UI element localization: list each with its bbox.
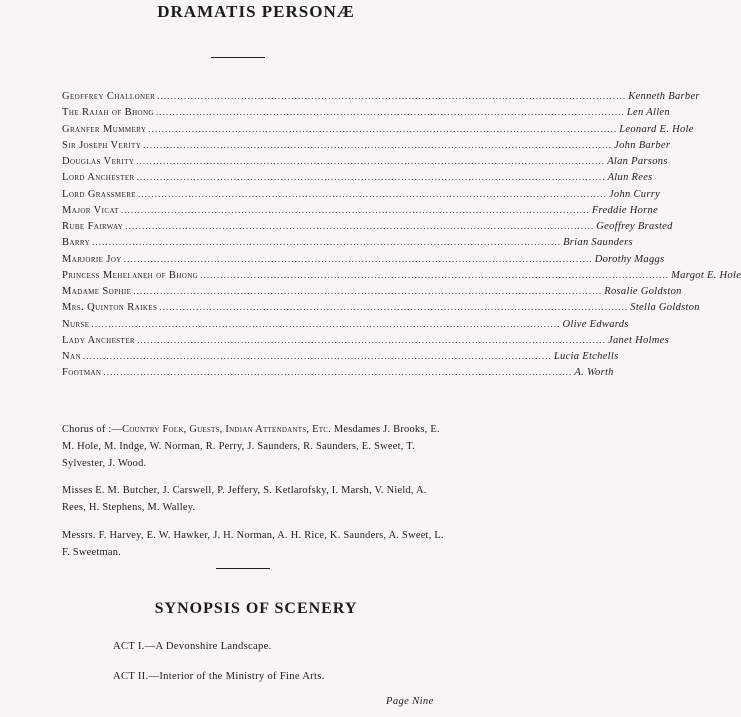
leader-dots: ............................................................................................................................................ [82,351,552,361]
cast-role: The Rajah of Bhong [62,107,154,119]
cast-row [62,139,671,156]
cast-role: Granfer Mummery [62,123,147,135]
cast-role: Mrs. Quinton Raikes [62,302,158,314]
cast-actor: Rosalie Goldston [604,286,682,297]
cast-row [62,123,694,140]
cast-row [62,253,665,270]
cast-row [62,91,700,107]
act-one: ACT I.—A Devonshire Landscape. [113,641,272,652]
cast-actor: Dorothy Maggs [594,253,665,265]
leader-dots: ............................................................................................................................................ [125,221,595,231]
cast-row [62,204,659,221]
cast-row [62,318,629,335]
cast-row [62,188,661,205]
cast-role: Geoffrey Challoner [62,91,156,102]
leader-dots: ............................................................................................................................................ [155,107,625,118]
chorus-misses: Misses E. M. Butcher, J. Carswell, P. Jeffery, S. Ketlarofsky, I. Marsh, V. Nield, A. Rees, H. Stephens, M. Walley. [62,485,427,513]
synopsis-heading: SYNOPSIS OF SCENERY [154,600,358,617]
cast-role: Douglas Verity [62,156,135,167]
page-number: Page Nine [386,696,434,707]
cast-actor: Stella Goldston [630,302,700,314]
leader-dots: ............................................................................................................................................ [137,188,607,199]
cast-row [62,302,700,318]
cast-role: Footman [62,367,102,379]
leader-dots: ............................................................................................................................................ [123,253,593,264]
cast-row [62,269,741,286]
cast-role: Nurse [62,318,90,330]
cast-actor: Kenneth Barber [628,91,700,102]
cast-row [62,172,653,188]
cast-row [62,107,670,123]
cast-role: Madame Sophie [62,286,132,297]
cast-actor: John Barber [614,139,671,151]
cast-row [62,334,670,351]
cast-actor: Lucia Etchells [553,351,619,362]
cast-list [62,91,741,384]
cast-actor: Geoffrey Brasted [596,221,673,232]
leader-dots: ............................................................................................................................................ [103,367,573,378]
cast-actor: Len Allen [626,107,670,119]
act-two: ACT II.—Interior of the Ministry of Fine Arts. [113,671,325,682]
leader-dots: ............................................................................................................................................ [200,269,670,280]
cast-actor: Leonard E. Hole [619,123,694,135]
cast-actor: Freddie Horne [591,204,659,216]
heading-rule [211,57,265,58]
cast-actor: Margot E. Hole [671,269,741,281]
cast-role: Rube Fairway [62,221,124,232]
chorus-groups: Country Folk, Guests, Indian Attendants, Etc. [122,424,332,435]
leader-dots: ............................................................................................................................................ [157,91,627,101]
cast-actor: Janet Holmes [607,334,670,346]
chorus-intro: Chorus of :— [62,424,123,435]
leader-dots: ............................................................................................................................................ [136,172,606,183]
cast-role: Major Vicat [62,204,119,216]
cast-row [62,351,619,367]
leader-dots: ............................................................................................................................................ [133,286,603,296]
cast-row [62,286,682,302]
leader-dots: ............................................................................................................................................ [136,156,606,166]
chorus-paragraph [62,421,444,472]
leader-dots: ............................................................................................................................................ [92,237,562,248]
cast-role: Barry [62,237,91,249]
cast-actor: Olive Edwards [562,318,629,330]
cast-actor: Alun Rees [607,172,653,184]
leader-dots: ............................................................................................................................................ [143,139,613,150]
leader-dots: ............................................................................................................................................ [159,302,629,313]
chorus-mesdames: Mesdames J. Brooks, E. M. Hole, M. Indge, W. Norman, R. Perry, J. Saunders, R. Saunders, E. Sweet, T. Sylvester, J. Wood. [62,424,440,469]
cast-row [62,367,614,383]
cast-role: Lord Grassmere [62,188,136,200]
leader-dots: ............................................................................................................................................ [91,318,561,329]
leader-dots: ............................................................................................................................................ [148,123,618,134]
cast-role: Lord Anchester [62,172,135,184]
cast-row [62,156,668,172]
leader-dots: ............................................................................................................................................ [136,334,606,345]
cast-role: Sir Joseph Verity [62,139,142,151]
cast-actor: Alan Parsons [607,156,668,167]
cast-role: Lady Anchester [62,334,135,346]
cast-row [62,221,673,237]
cast-role: Princess Mehelaneh of Bhong [62,269,199,281]
chorus-messrs: Messrs. F. Harvey, E. W. Hawker, J. H. Norman, A. H. Rice, K. Saunders, A. Sweet, L. F. Sweetman. [62,530,444,558]
cast-role: Marjorie Joy [62,253,122,265]
cast-actor: A. Worth [574,367,614,379]
cast-role: Nan [62,351,81,362]
cast-row [62,237,633,253]
cast-actor: John Curry [608,188,661,200]
dramatis-personae-heading: DRAMATIS PERSONÆ [157,2,355,21]
leader-dots: ............................................................................................................................................ [120,204,590,215]
cast-actor: Brian Saunders [563,237,633,249]
section-rule [216,568,270,569]
